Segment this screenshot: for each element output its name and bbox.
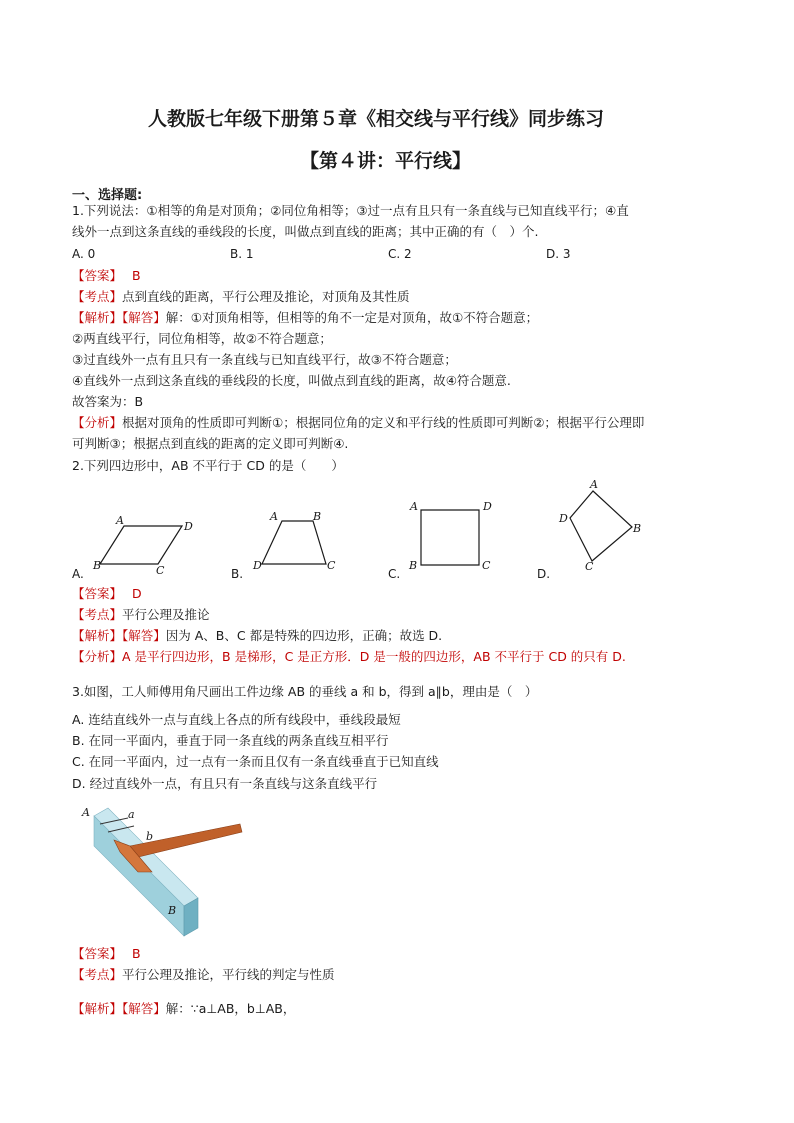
figd-label-c: C xyxy=(585,560,594,573)
q3-option-b: B. 在同一平面内，垂直于同一条直线的两条直线互相平行 xyxy=(72,733,389,748)
q3-label-a-upper: A xyxy=(82,806,90,819)
section-heading: 一、选择题: xyxy=(72,188,143,203)
figd-label-a: A xyxy=(590,478,598,491)
jiexi-tag: 【解析】【解答】 xyxy=(72,310,166,325)
jiexi-text: 因为 A、B、C 都是特殊的四边形，正确；故选 D. xyxy=(165,628,443,643)
kaodian-text: 平行公理及推论，平行线的判定与性质 xyxy=(122,967,335,982)
figa-label-d: D xyxy=(184,520,193,533)
q3-option-c: C. 在同一平面内，过一点有一条而且仅有一条直线垂直于已知直线 xyxy=(72,754,439,769)
jiexi-line1: 解：①对顶角相等，但相等的角不一定是对顶角，故①不符合题意； xyxy=(165,310,539,325)
q2-option-c: C. xyxy=(388,567,401,581)
q2-jiexi-row xyxy=(72,628,442,644)
answer-tag: 【答案】 xyxy=(72,946,123,961)
kaodian-text: 平行公理及推论 xyxy=(122,607,210,622)
quadrilateral-shape xyxy=(570,491,632,561)
q2-fenxi-row xyxy=(72,649,626,665)
figa-label-c: C xyxy=(156,564,165,577)
square-shape xyxy=(421,510,479,565)
parallelogram-shape xyxy=(100,526,182,564)
trapezoid-shape xyxy=(262,521,326,564)
q3-kaodian-row xyxy=(72,967,335,983)
answer-value: B xyxy=(132,946,141,961)
q3-label-b-upper: B xyxy=(168,904,177,917)
fenxi-text: A 是平行四边形，B 是梯形，C 是正方形．D 是一般的四边形，AB 不平行于 CD 的只有 D. xyxy=(122,649,626,664)
q3-figure xyxy=(70,796,260,946)
figc-label-a: A xyxy=(410,500,418,513)
figb-label-a: A xyxy=(270,510,278,523)
q3-option-a: A. 连结直线外一点与直线上各点的所有线段中，垂线段最短 xyxy=(72,712,401,727)
answer-tag: 【答案】 xyxy=(72,268,123,283)
q1-stem-line2: 线外一点到这条直线的垂线段的长度，叫做点到直线的距离；其中正确的有（ ）个. xyxy=(72,224,539,239)
q2-option-d: D. xyxy=(537,567,551,581)
fenxi-tag: 【分析】 xyxy=(72,415,123,430)
kaodian-text: 点到直线的距离，平行公理及推论，对顶角及其性质 xyxy=(122,289,410,304)
answer-value: B xyxy=(132,268,141,283)
page-title: 人教版七年级下册第５章《相交线与平行线》同步练习 xyxy=(148,108,605,130)
q2-stem: 2.下列四边形中，AB 不平行于 CD 的是（ ） xyxy=(72,458,344,473)
answer-value: D xyxy=(132,586,142,601)
q1-stem-line1: 1.下列说法：①相等的角是对顶角；②同位角相等；③过一点有且只有一条直线与已知直线平行；④直 xyxy=(72,203,629,218)
q2-option-a: A. xyxy=(72,567,84,581)
figb-label-c: C xyxy=(327,559,336,572)
figa-label-a: A xyxy=(116,514,124,527)
q1-fenxi-row xyxy=(72,415,644,431)
q2-option-b: B. xyxy=(231,567,244,581)
figd-label-b: B xyxy=(633,522,642,535)
q1-jiexi-line4: ④直线外一点到这条直线的垂线段的长度，叫做点到直线的距离，故④符合题意. xyxy=(72,373,511,388)
kaodian-tag: 【考点】 xyxy=(72,289,123,304)
figb-label-d: D xyxy=(253,559,262,572)
q1-kaodian-row xyxy=(72,289,410,305)
figc-label-b: B xyxy=(409,559,418,572)
fenxi-line1: 根据对顶角的性质即可判断①；根据同位角的定义和平行线的性质即可判断②；根据平行公理即 xyxy=(122,415,645,430)
jiexi-text: 解：∵a⊥AB，b⊥AB， xyxy=(165,1001,296,1016)
q1-jiexi-line3: ③过直线外一点有且只有一条直线与已知直线平行，故③不符合题意； xyxy=(72,352,457,367)
q3-answer-row xyxy=(72,946,141,962)
kaodian-tag: 【考点】 xyxy=(72,967,123,982)
q1-jiexi-line2: ②两直线平行，同位角相等，故②不符合题意； xyxy=(72,331,332,346)
q3-stem: 3.如图，工人师傅用角尺画出工件边缘 AB 的垂线 a 和 b，得到 a∥b，理由是（ ） xyxy=(72,684,538,699)
figa-label-b: B xyxy=(93,559,102,572)
answer-tag: 【答案】 xyxy=(72,586,123,601)
q3-label-line-a: a xyxy=(128,808,135,821)
q1-fenxi-line2: 可判断③；根据点到直线的距离的定义即可判断④. xyxy=(72,436,349,451)
q1-option-d: D. 3 xyxy=(546,247,571,261)
q1-answer-row xyxy=(72,268,141,284)
q1-final-answer: 故答案为：B xyxy=(72,394,144,409)
q1-jiexi-row xyxy=(72,310,538,326)
jiexi-tag: 【解析】【解答】 xyxy=(72,628,166,643)
figc-label-c: C xyxy=(482,559,491,572)
page-subtitle: 【第４讲：平行线】 xyxy=(300,150,472,172)
figd-label-d: D xyxy=(559,512,568,525)
q2-answer-row xyxy=(72,586,142,602)
fenxi-tag: 【分析】 xyxy=(72,649,123,664)
figc-label-d: D xyxy=(483,500,492,513)
q3-option-d: D. 经过直线外一点，有且只有一条直线与这条直线平行 xyxy=(72,776,378,791)
jiexi-tag: 【解析】【解答】 xyxy=(72,1001,166,1016)
figb-label-b: B xyxy=(313,510,322,523)
q1-option-b: B. 1 xyxy=(230,247,254,261)
q3-jiexi-row xyxy=(72,1001,295,1017)
q3-label-line-b: b xyxy=(146,830,154,843)
q1-option-a: A. 0 xyxy=(72,247,96,261)
kaodian-tag: 【考点】 xyxy=(72,607,123,622)
q1-option-c: C. 2 xyxy=(388,247,412,261)
q2-kaodian-row xyxy=(72,607,210,623)
